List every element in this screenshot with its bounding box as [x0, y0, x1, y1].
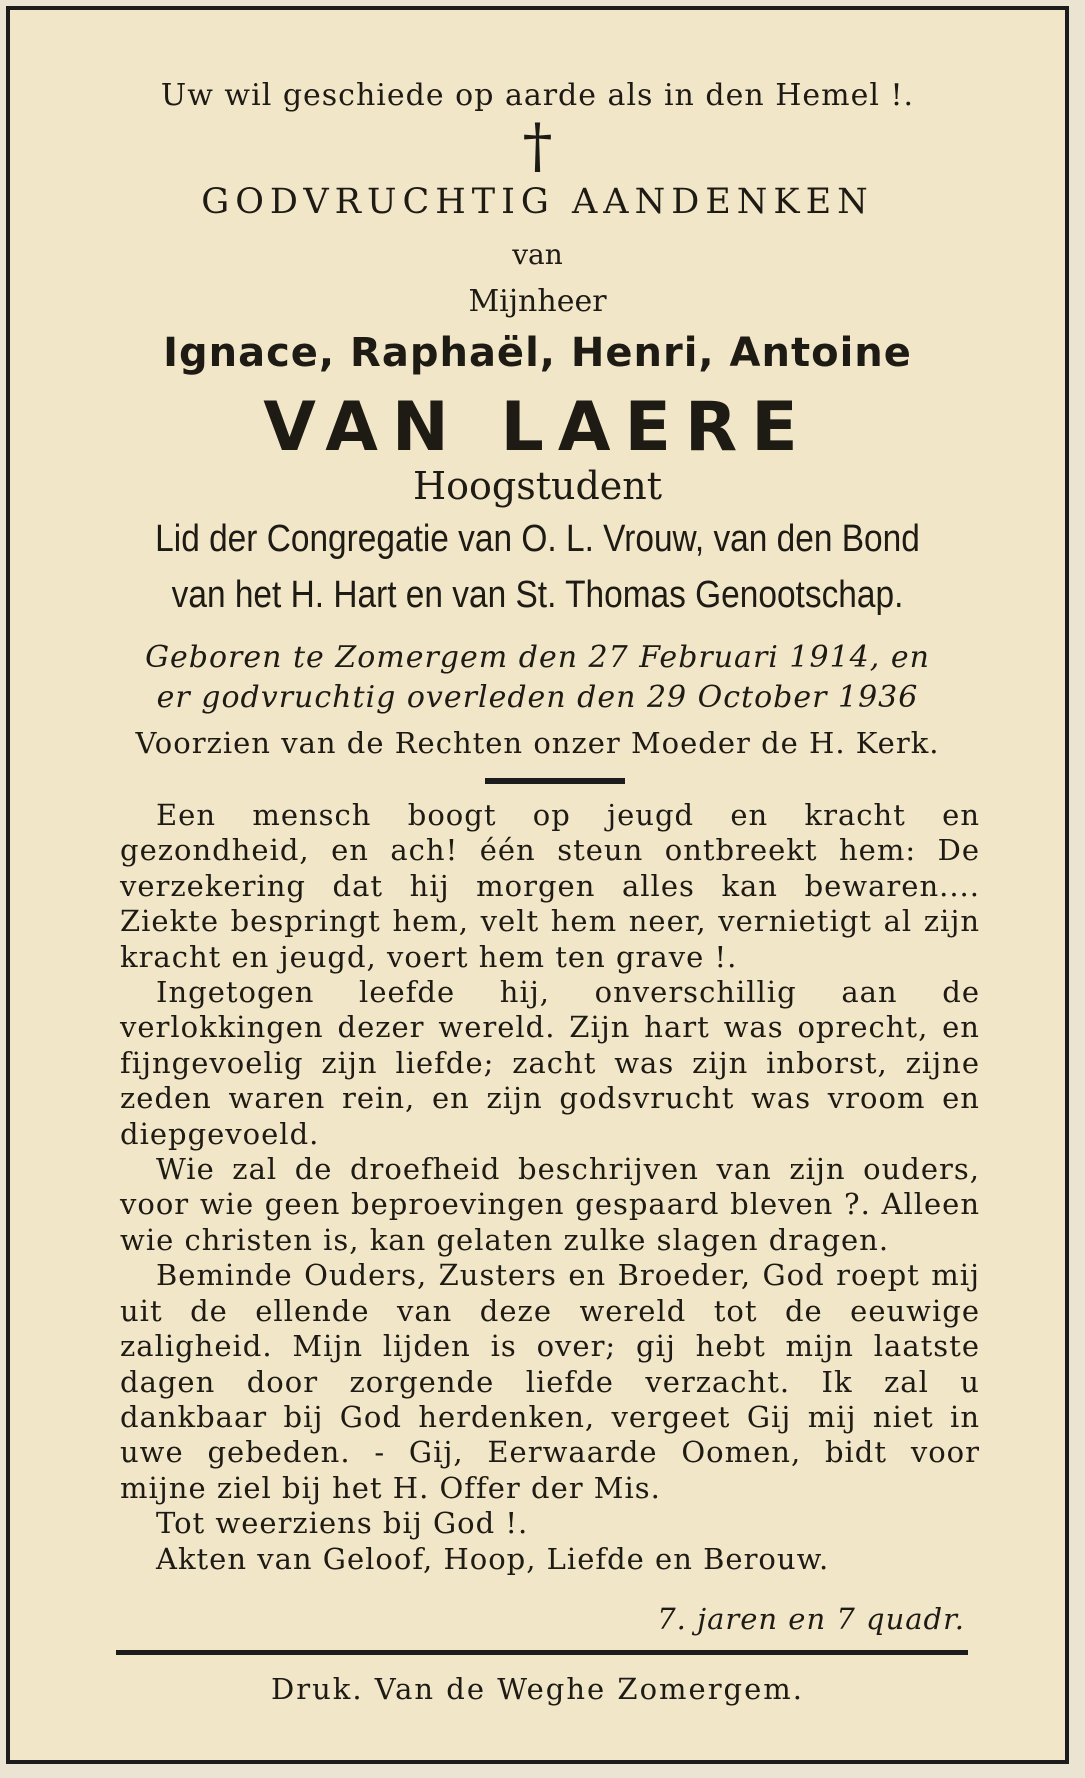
bottom-rule	[116, 1650, 968, 1655]
paragraph: Een mensch boogt op jeugd en kracht en gezondheid, en ach! één steun ontbreekt hem: De verzekering dat hij morgen alles kan bewaren.... Ziekte bespringt hem, velt hem neer, vernietigt al zijn kracht en jeugd, voert hem ten grave !.	[120, 798, 980, 974]
memorial-text	[120, 798, 980, 1577]
card-title: GODVRUCHTIG AANDENKEN	[201, 182, 874, 222]
printer-credit: Druk. Van de Weghe Zomergem.	[270, 1672, 804, 1706]
divider	[485, 778, 625, 784]
occupation: Hoogstudent	[412, 464, 663, 508]
given-names: Ignace, Raphaël, Henri, Antoine	[163, 330, 912, 376]
paragraph: Akten van Geloof, Hoop, Liefde en Berouw.	[156, 1541, 830, 1576]
cross-icon: †	[522, 111, 553, 181]
death-line: er godvruchtig overleden den 29 October 1936	[156, 680, 919, 715]
honorific: Mijnheer	[468, 284, 607, 319]
paragraph: Wie zal de droefheid beschrijven van zijn ouders, voor wie geen beproevingen gespaard bleven ?. Alleen wie christen is, kan gelaten zulke slagen dragen.	[120, 1152, 980, 1257]
van-line: van	[512, 238, 563, 271]
membership-line: van het H. Hart en van St. Thomas Genootschap.	[171, 574, 904, 616]
membership-line: Lid der Congregatie van O. L. Vrouw, van den Bond	[155, 518, 920, 560]
motto: Uw wil geschiede op aarde als in den Hemel !.	[160, 78, 915, 113]
memorial-card	[6, 6, 1069, 1764]
sacraments-line: Voorzien van de Rechten onzer Moeder de H. Kerk.	[135, 726, 940, 760]
paragraph: Ingetogen leefde hij, onverschillig aan de verlokkingen dezer wereld. Zijn hart was oprecht, en fijngevoelig zijn liefde; zacht was zijn inborst, zijne zeden waren rein, en zijn godsvrucht was vroom en diepgevoeld.	[120, 975, 980, 1151]
paragraph: Beminde Ouders, Zusters en Broeder, God roept mij uit de ellende van deze wereld tot de eeuwige zaligheid. Mijn lijden is over; gij hebt mijn laatste dagen door zorgende liefde verzacht. Ik zal u dankbaar bij God herdenken, vergeet Gij mij niet in uwe gebeden. - Gij, Eerwaarde Oomen, bidt voor mijne ziel bij het H. Offer der Mis.	[120, 1258, 980, 1505]
surname: VAN LAERE	[263, 388, 812, 467]
indulgence-note: 7. jaren en 7 quadr.	[657, 1602, 965, 1636]
paragraph: Tot weerziens bij God !.	[156, 1506, 529, 1541]
birth-line: Geboren te Zomergem den 27 Februari 1914, en	[145, 640, 930, 675]
